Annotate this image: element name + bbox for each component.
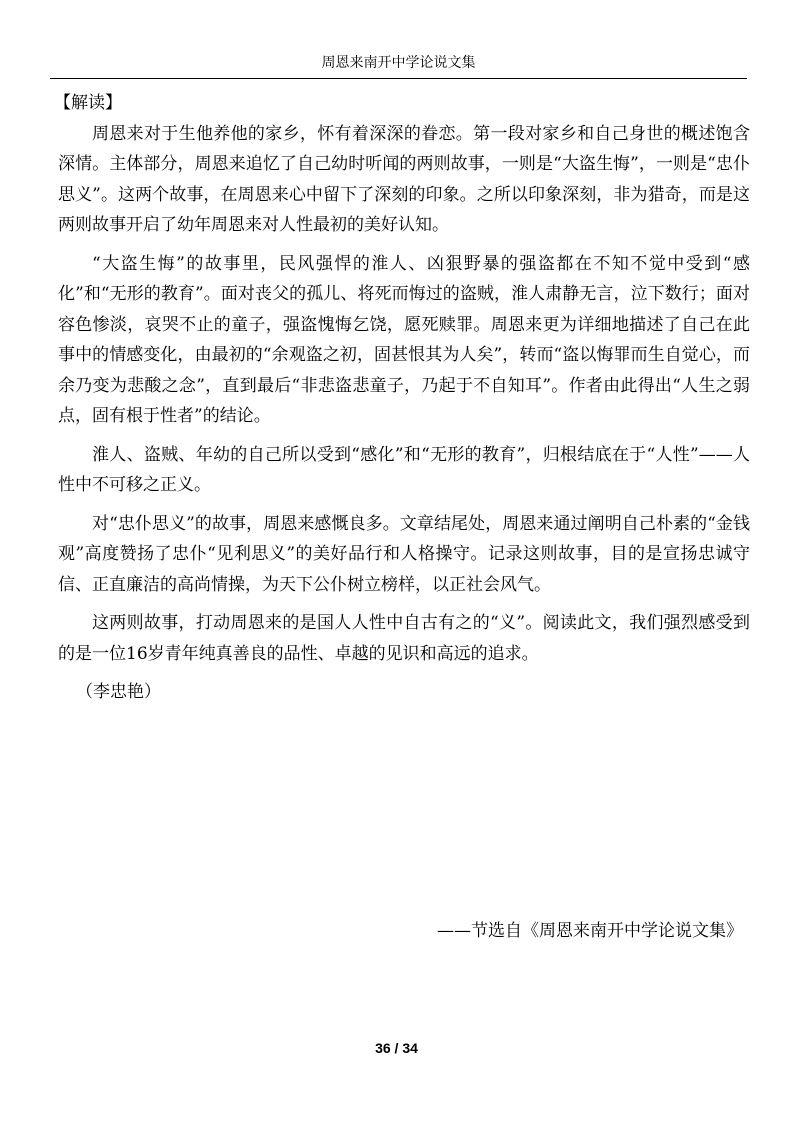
- paragraph-5: 这两则故事，打动周恩来的是国人人性中自古有之的“义”。阅读此文，我们强烈感受到的是一位16岁青年纯真善良的品性、卓越的见识和高远的追求。: [58, 613, 750, 664]
- paragraph-3: 淮人、盗贼、年幼的自己所以受到“感化”和“无形的教育”，归根结底在于“人性”——人性中不可移之正义。: [58, 444, 750, 495]
- article-body: [54, 88, 750, 708]
- page-header: [50, 52, 747, 79]
- paragraph-2: “大盗生悔”的故事里，民风强悍的淮人、凶狠野暴的强盗都在不知不觉中受到“感化”和“无形的教育”。面对丧父的孤儿、将死而悔过的盗贼，淮人肃静无言，泣下数行；面对容色惨淡，哀哭不止的童子，强盗愧悔乞饶，愿死赎罪。周恩来更为详细地描述了自己在此事中的情感变化，由最初的“余观盗之初，固甚恨其为人矣”，转而“盗以悔罪而生自觉心，而余乃变为悲酸之念”，直到最后“非悲盗悲童子，乃起于不自知耳”。作者由此得出“人生之弱点，固有根于性者”的结论。: [58, 253, 750, 426]
- header-title: 周恩来南开中学论说文集: [321, 55, 476, 71]
- paragraph-4: 对“忠仆思义”的故事，周恩来感慨良多。文章结尾处，周恩来通过阐明自己朴素的“金钱观”高度赞扬了忠仆“见利思义”的美好品行和人格操守。记录这则故事，目的是宣扬忠诚守信、正直廉洁的高尚情操，为天下公仆树立榜样，以正社会风气。: [58, 513, 750, 595]
- source-citation: ——节选自《周恩来南开中学论说文集》: [437, 921, 743, 941]
- paragraph-1: 周恩来对于生他养他的家乡，怀有着深深的眷恋。第一段对家乡和自己身世的概述饱含深情。主体部分，周恩来追忆了自己幼时听闻的两则故事，一则是“大盗生悔”，一则是“忠仆思义”。这两个故事，在周恩来心中留下了深刻的印象。之所以印象深刻，非为猎奇，而是这两则故事开启了幼年周恩来对人性最初的美好认知。: [58, 123, 750, 235]
- author-credit: （李忠艳）: [76, 682, 161, 702]
- section-title: 【解读】: [54, 93, 122, 113]
- page-number: 36 / 34: [375, 1040, 418, 1056]
